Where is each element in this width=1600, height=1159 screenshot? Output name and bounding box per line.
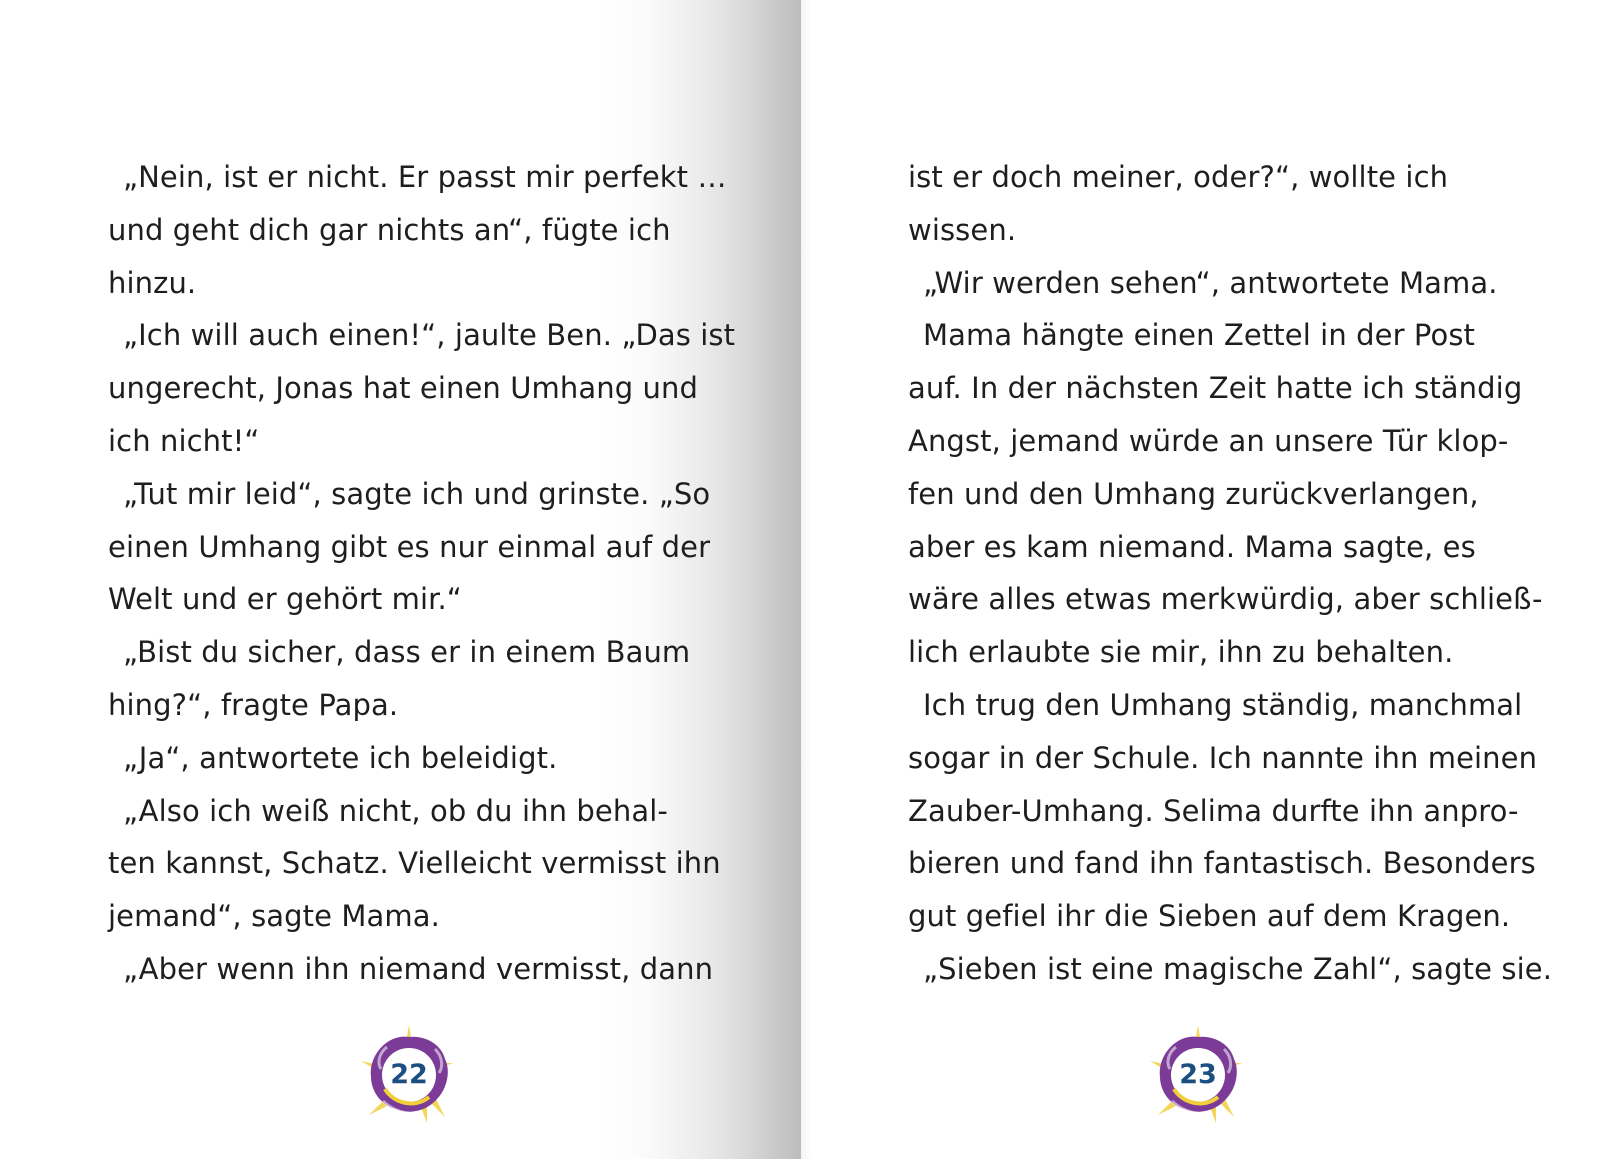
text-line: „Aber wenn ihn niemand vermisst, dann <box>123 951 714 986</box>
text-line: gut gefiel ihr die Sieben auf dem Kragen. <box>908 899 1511 934</box>
right-page-text <box>908 151 1552 996</box>
text-line: „Sieben ist eine magische Zahl“, sagte sie. <box>923 951 1553 986</box>
text-line: Zauber-Umhang. Selima durfte ihn anpro- <box>908 793 1519 828</box>
text-line: und geht dich gar nichts an“, fügte ich <box>108 212 671 247</box>
text-line: lich erlaubte sie mir, ihn zu behalten. <box>908 635 1454 670</box>
text-line: Ich trug den Umhang ständig, manchmal <box>923 687 1523 722</box>
text-line: „Ich will auch einen!“, jaulte Ben. „Das ist <box>123 318 736 353</box>
page-number-badge <box>1146 1023 1250 1127</box>
text-line: einen Umhang gibt es nur einmal auf der <box>108 529 711 564</box>
text-line: fen und den Umhang zurückverlangen, <box>908 476 1479 511</box>
text-line: jemand“, sagte Mama. <box>108 899 440 934</box>
text-line: hinzu. <box>108 265 197 300</box>
text-line: „Nein, ist er nicht. Er passt mir perfekt … <box>123 160 727 194</box>
text-line: „Ja“, antwortete ich beleidigt. <box>123 740 558 775</box>
text-line: sogar in der Schule. Ich nannte ihn meinen <box>908 740 1538 775</box>
text-line: Angst, jemand würde an unsere Tür klop- <box>908 423 1509 458</box>
text-line: Mama hängte einen Zettel in der Post <box>923 318 1476 353</box>
text-line: „Wir werden sehen“, antwortete Mama. <box>923 265 1498 300</box>
text-line: „Also ich weiß nicht, ob du ihn behal- <box>123 793 668 828</box>
text-line: ist er doch meiner, oder?“, wollte ich <box>908 160 1449 194</box>
text-line: ten kannst, Schatz. Vielleicht vermisst ihn <box>108 846 721 881</box>
text-line: auf. In der nächsten Zeit hatte ich ständig <box>908 371 1523 406</box>
text-line: „Tut mir leid“, sagte ich und grinste. „So <box>123 476 711 511</box>
text-line: „Bist du sicher, dass er in einem Baum <box>123 635 691 670</box>
right-page <box>801 0 1600 1159</box>
text-line: ich nicht!“ <box>108 423 260 458</box>
text-line: wäre alles etwas merkwürdig, aber schließ- <box>908 582 1543 617</box>
text-line: wissen. <box>908 212 1017 247</box>
text-line: bieren und fand ihn fantastisch. Besonders <box>908 846 1536 881</box>
text-line: aber es kam niemand. Mama sagte, es <box>908 529 1476 564</box>
page-number-badge <box>357 1023 461 1127</box>
text-line: ungerecht, Jonas hat einen Umhang und <box>108 371 699 406</box>
text-line: hing?“, fragte Papa. <box>108 687 399 722</box>
text-line: Welt und er gehört mir.“ <box>108 582 462 617</box>
page-number: 22 <box>390 1059 428 1090</box>
page-number: 23 <box>1179 1059 1217 1090</box>
left-page-text <box>108 151 735 996</box>
